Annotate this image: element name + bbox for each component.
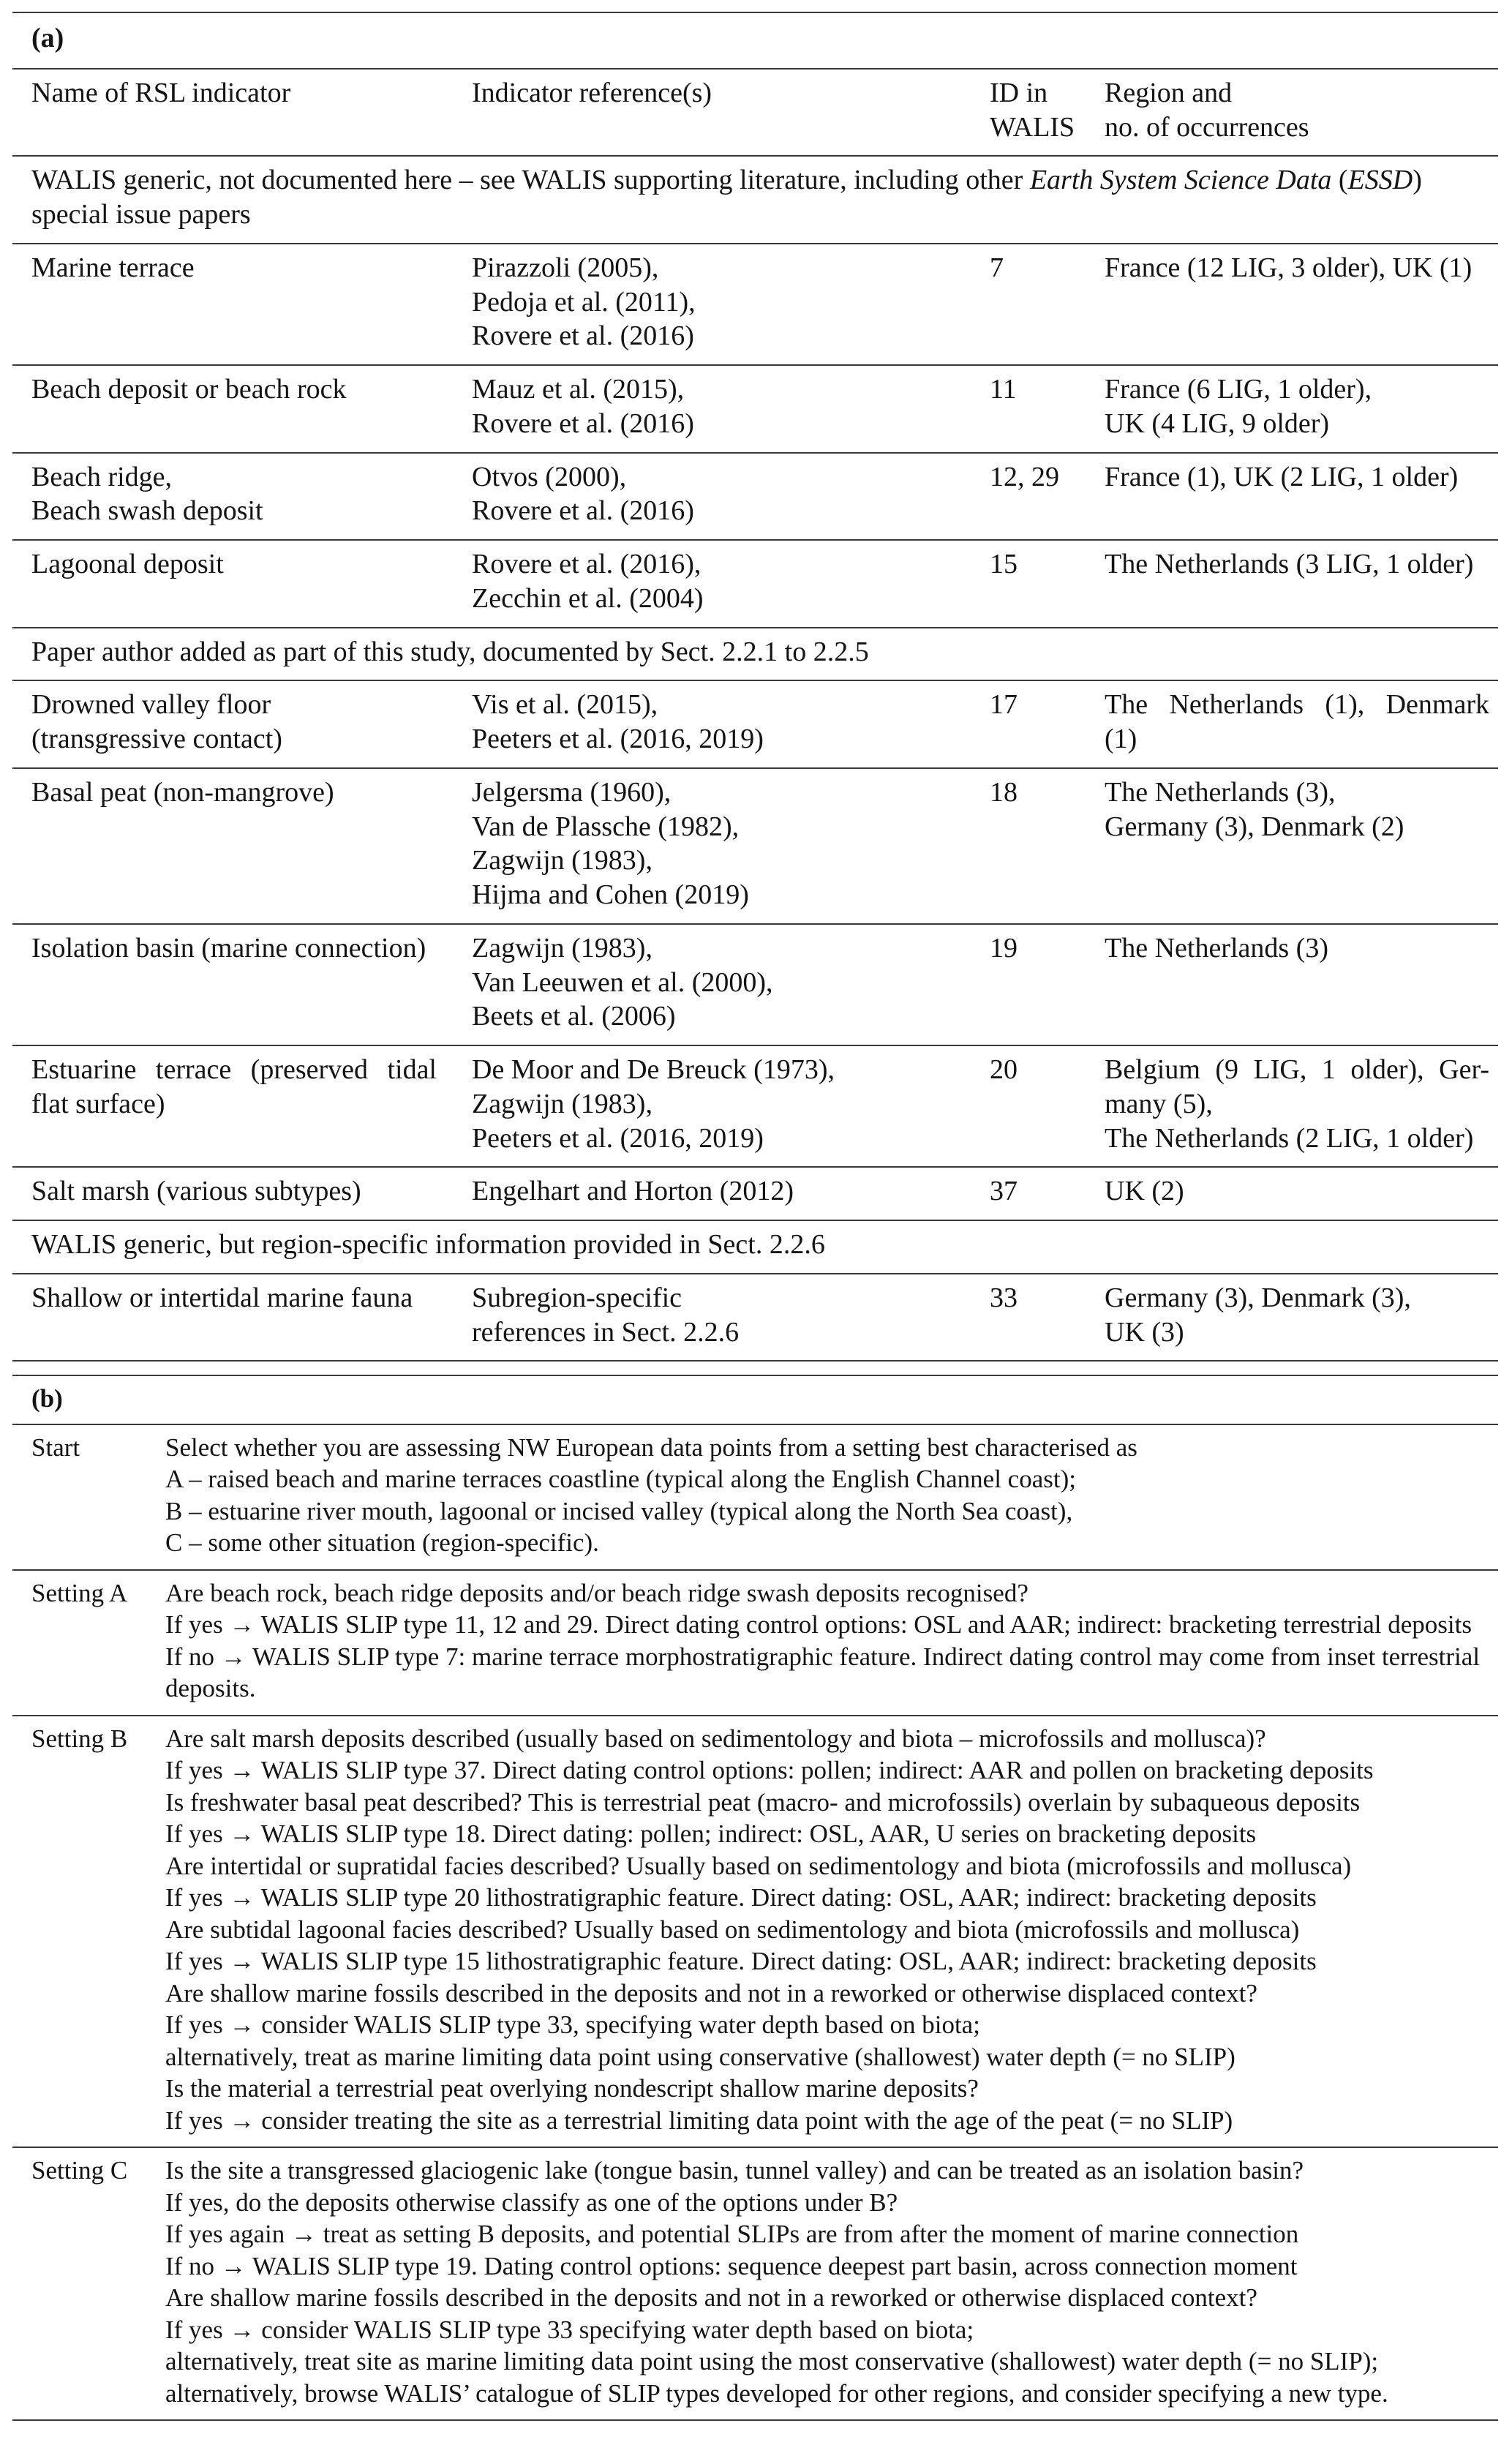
cell-line: Mauz et al. (2015), [472,374,685,405]
cell-line: Beach ridge, [31,461,173,492]
decision-line: C – some other situation (region-specific). [165,1528,599,1557]
cell-line: Zagwijn (1983), [472,845,652,876]
cell-line: UK (3) [1105,1316,1184,1348]
cell-line: De Moor and De Breuck (1973), [472,1054,835,1085]
header-refs [453,76,971,145]
cell-line: The Netherlands (1), Denmark [1105,689,1489,721]
cell-line: Rovere et al. (2016), [472,549,702,579]
group-title-row [12,628,1498,682]
table-a-label-row [12,13,1498,70]
cell-name [12,460,453,529]
decision-line: alternatively, treat site as marine limiting data point using the most conservative (shallowest) water depth (= no SLIP); [165,2347,1379,2375]
decision-line: Are shallow marine fossils described in the deposits and not in a reworked or otherwise displaced context? [165,1978,1257,2008]
cell-refs [453,460,971,529]
cell-name [12,1053,453,1155]
cell-refs [453,775,971,912]
cell-line: The Netherlands (3) [1105,932,1328,964]
decision-label: Start [31,1432,80,1462]
decision-text [146,1577,1498,1705]
table-row [12,366,1498,454]
cell-region [1086,1281,1498,1350]
group-title: WALIS generic, but region-specific information provided in Sect. 2.2.6 [31,1229,825,1260]
decision-line: Are intertidal or supratidal facies described? Usually based on sedimentology and biota (microfossils and mollusca) [165,1851,1352,1880]
cell-line: 12, 29 [990,461,1059,492]
cell-name [12,372,453,441]
header-refs-text: Indicator reference(s) [472,77,712,108]
decision-line: If yes, do the deposits otherwise classify as one of the options under B? [165,2187,898,2217]
cell-region [1086,775,1498,912]
cell-region [1086,688,1498,756]
decision-line: Are salt marsh deposits described (usually based on sedimentology and biota – microfossils and mollusca)? [165,1724,1266,1753]
cell-line: 19 [990,932,1018,964]
cell-name [12,688,453,756]
decision-line: If yes → WALIS SLIP type 15 lithostratigraphic feature. Direct dating: OSL, AAR; indirect: bracketing deposits [165,1947,1317,1975]
decision-line: Is the material a terrestrial peat overlying nondescript shallow marine deposits? [165,2074,979,2103]
cell-id [971,1281,1086,1350]
decision-line: Are subtidal lagoonal facies described? Usually based on sedimentology and biota (microfossils and mollusca) [165,1915,1300,1944]
table-row [12,244,1498,366]
cell-line: Germany (3), Denmark (2) [1105,811,1404,842]
decision-line: If yes → WALIS SLIP type 20 lithostratigraphic feature. Direct dating: OSL, AAR; indirect: bracketing deposits [165,1883,1317,1912]
header-region [1086,76,1498,145]
table-row [12,541,1498,628]
decision-line: Select whether you are assessing NW European data points from a setting best characterised as [165,1432,1137,1462]
cell-region [1086,1053,1498,1155]
table-a-header-row [12,70,1498,157]
group-title-text: ( [1331,165,1348,196]
cell-line: many (5), [1105,1088,1213,1119]
cell-refs [453,251,971,353]
cell-line: Peeters et al. (2016, 2019) [472,1122,764,1154]
cell-line: 11 [990,374,1017,405]
decision-label: Setting B [31,1724,128,1753]
cell-line: UK (4 LIG, 9 older) [1105,408,1330,439]
cell-region [1086,460,1498,529]
decision-line: If yes again → treat as setting B deposits, and potential SLIPs are from after the moment of marine connection [165,2220,1299,2248]
table-row [12,681,1498,769]
journal-abbrev-italic: ESSD [1347,165,1413,196]
cell-line: flat surface) [31,1088,165,1119]
cell-line: Beach swash deposit [31,495,263,527]
cell-line: 20 [990,1054,1018,1085]
cell-name [12,931,453,1034]
cell-name [12,775,453,912]
cell-line: UK (2) [1105,1176,1184,1207]
cell-name [12,251,453,353]
cell-line: Isolation basin (marine connection) [31,932,426,964]
cell-id [971,1053,1086,1155]
cell-line: Pirazzoli (2005), [472,252,659,283]
cell-line: references in Sect. 2.2.6 [472,1316,740,1348]
cell-id [971,460,1086,529]
cell-region [1086,931,1498,1034]
cell-refs [453,688,971,756]
cell-refs [453,1281,971,1350]
cell-line: Drowned valley floor [31,689,271,721]
cell-line: Otvos (2000), [472,461,627,492]
cell-id [971,547,1086,616]
cell-line: Peeters et al. (2016, 2019) [472,724,764,754]
header-name-text: Name of RSL indicator [31,77,291,108]
cell-line: Hijma and Cohen (2019) [472,879,749,910]
cell-line: 17 [990,689,1018,721]
cell-line: Rovere et al. (2016) [472,495,694,527]
header-id [971,76,1086,145]
group-title: Paper author added as part of this study, documented by Sect. 2.2.1 to 2.2.5 [31,636,869,667]
cell-line: Germany (3), Denmark (3), [1105,1282,1411,1313]
decision-line: If no → WALIS SLIP type 19. Dating control options: sequence deepest part basin, across connection moment [165,2251,1298,2280]
cell-line: Marine terrace [31,252,195,283]
table-a-label: (a) [31,23,64,53]
header-region-line: Region and [1105,77,1233,108]
cell-line: (transgressive contact) [31,724,282,754]
group-title-row [12,1221,1498,1274]
table-row [12,769,1498,925]
cell-line: France (1), UK (2 LIG, 1 older) [1105,461,1459,492]
header-region-line: no. of occurrences [1105,111,1309,143]
table-row [12,1046,1498,1168]
decision-line: If yes → WALIS SLIP type 18. Direct dating: pollen; indirect: OSL, AAR, U series on bracketing deposits [165,1819,1257,1848]
journal-name-italic: Earth System Science Data [1029,165,1332,196]
cell-id [971,251,1086,353]
decision-line: If yes → WALIS SLIP type 11, 12 and 29. Direct dating control options: OSL and AAR; indirect: bracketing terrestrial deposits [165,1610,1472,1639]
cell-line: Van de Plassche (1982), [472,811,740,842]
cell-line: (1) [1105,724,1137,754]
decision-line: Is the site a transgressed glaciogenic lake (tongue basin, tunnel valley) and can be treated as an isolation basin? [165,2156,1304,2185]
cell-line: Rovere et al. (2016) [472,408,694,439]
decision-line: If no → WALIS SLIP type 7: marine terrace morphostratigraphic feature. Indirect dating control may come from inset terrestrial deposits. [165,1642,1481,1702]
cell-id [971,775,1086,912]
decision-line: A – raised beach and marine terraces coastline (typical along the English Channel coast); [165,1465,1076,1493]
decision-line: alternatively, treat as marine limiting data point using conservative (shallowest) water depth (= no SLIP) [165,2042,1235,2071]
cell-line: Vis et al. (2015), [472,689,658,721]
cell-refs [453,1174,971,1209]
header-id-line: ID in [990,77,1048,108]
decision-line: Are shallow marine fossils described in the deposits and not in a reworked or otherwise displaced context? [165,2283,1257,2312]
cell-line: Jelgersma (1960), [472,776,672,808]
table-row [12,454,1498,541]
group-title-text: ) special issue papers [31,165,1422,230]
cell-line: Van Leeuwen et al. (2000), [472,966,773,998]
decision-line: If yes → consider WALIS SLIP type 33 specifying water depth based on biota; [165,2315,974,2344]
cell-region [1086,251,1498,353]
table-b-label-row [12,1376,1498,1425]
decision-label: Setting C [31,2156,128,2185]
cell-region [1086,372,1498,441]
cell-line: The Netherlands (3), [1105,776,1336,808]
decision-label: Setting A [31,1578,128,1607]
decision-text [146,1723,1498,2137]
table-a [12,12,1498,1362]
table-row [12,925,1498,1046]
cell-line: Zagwijn (1983), [472,932,652,964]
cell-id [971,688,1086,756]
table-row [12,1274,1498,1362]
decision-line: Are beach rock, beach ridge deposits and/or beach ridge swash deposits recognised? [165,1578,1028,1607]
group-title-row [12,157,1498,244]
table-b [12,1375,1498,2421]
group-title-text: WALIS generic, not documented here – see WALIS supporting literature, including other [31,165,1030,196]
cell-name [12,1174,453,1209]
cell-line: Belgium (9 LIG, 1 older), Ger- [1105,1054,1489,1085]
decision-row-setting-c [12,2148,1498,2421]
decision-line: If yes → consider WALIS SLIP type 33, specifying water depth based on biota; [165,2010,980,2039]
decision-row-start [12,1425,1498,1571]
cell-line: Pedoja et al. (2011), [472,286,696,318]
decision-line: If yes → consider treating the site as a terrestrial limiting data point with the age of the peat (= no SLIP) [165,2106,1233,2135]
cell-refs [453,547,971,616]
decision-line: B – estuarine river mouth, lagoonal or incised valley (typical along the North Sea coast), [165,1496,1073,1525]
cell-line: Beets et al. (2006) [472,1001,676,1032]
decision-row-setting-b [12,1716,1498,2149]
cell-line: 18 [990,776,1018,808]
cell-name [12,547,453,616]
header-name [12,76,453,145]
cell-id [971,931,1086,1034]
cell-line: 33 [990,1282,1018,1313]
cell-region [1086,547,1498,616]
table-row [12,1168,1498,1221]
cell-line: The Netherlands (2 LIG, 1 older) [1105,1122,1474,1154]
decision-line: Is freshwater basal peat described? This is terrestrial peat (macro- and microfossils) overlain by subaqueous deposits [165,1787,1361,1817]
cell-line: Salt marsh (various subtypes) [31,1176,361,1207]
cell-line: 15 [990,549,1018,579]
cell-line: Zagwijn (1983), [472,1088,652,1119]
cell-refs [453,1053,971,1155]
cell-line: Shallow or intertidal marine fauna [31,1282,413,1313]
cell-line: Lagoonal deposit [31,549,224,579]
cell-line: Basal peat (non-mangrove) [31,776,334,808]
decision-line: alternatively, browse WALIS’ catalogue of SLIP types developed for other regions, and consider specifying a new type. [165,2378,1388,2408]
decision-line: If yes → WALIS SLIP type 37. Direct dating control options: pollen; indirect: AAR and pollen on bracketing deposits [165,1756,1374,1784]
decision-text [146,1432,1498,1559]
table-b-label: (b) [31,1384,63,1413]
cell-refs [453,372,971,441]
cell-line: Estuarine terrace (preserved tidal [31,1054,437,1085]
cell-line: Rovere et al. (2016) [472,320,694,352]
cell-line: Zecchin et al. (2004) [472,582,704,614]
cell-id [971,372,1086,441]
cell-name [12,1281,453,1350]
header-id-line: WALIS [990,111,1075,143]
cell-line: Subregion-specific [472,1282,682,1313]
cell-region [1086,1174,1498,1209]
cell-line: France (6 LIG, 1 older), [1105,374,1372,405]
group-title [12,163,1498,232]
cell-line: 37 [990,1176,1018,1207]
cell-line: Beach deposit or beach rock [31,374,347,405]
decision-row-setting-a [12,1571,1498,1716]
cell-refs [453,931,971,1034]
cell-id [971,1174,1086,1209]
cell-line: The Netherlands (3 LIG, 1 older) [1105,549,1474,579]
cell-line: Engelhart and Horton (2012) [472,1176,794,1207]
cell-line: France (12 LIG, 3 older), UK (1) [1105,252,1472,283]
cell-line: 7 [990,252,1004,283]
decision-text [146,2155,1498,2409]
